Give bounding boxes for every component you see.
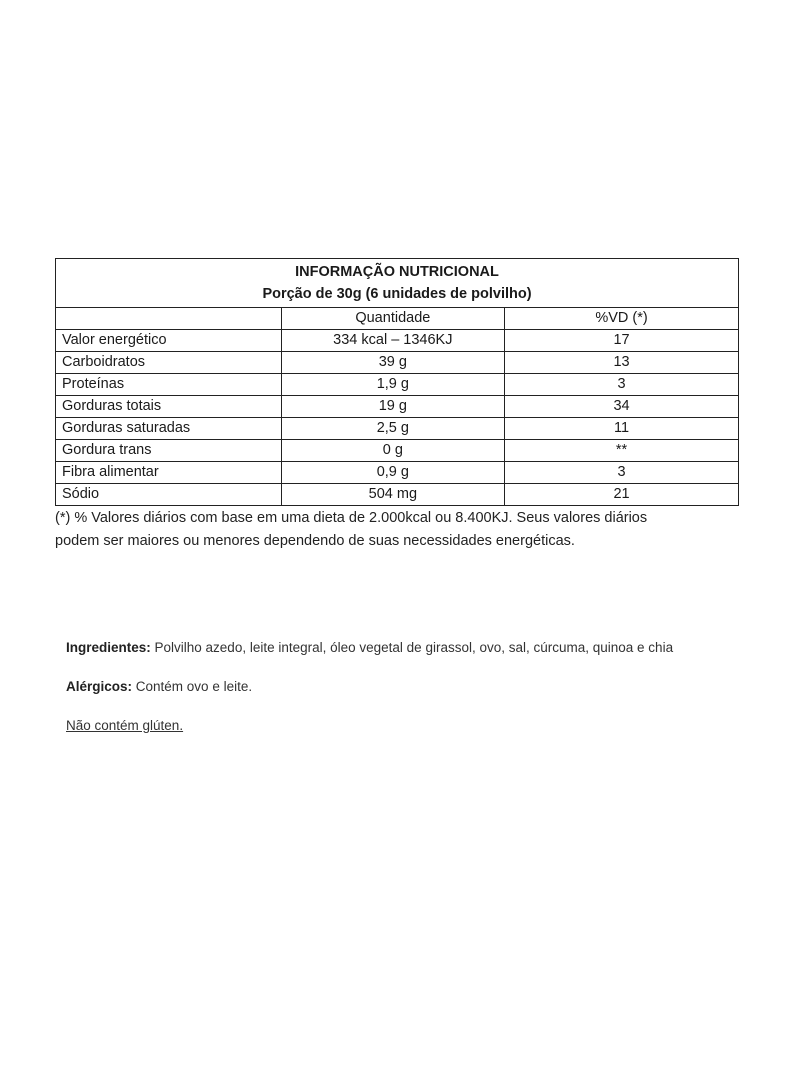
nutrient-daily-value: 17 bbox=[505, 330, 739, 352]
table-row bbox=[56, 462, 739, 484]
nutrition-facts bbox=[55, 258, 739, 553]
nutrient-daily-value: 3 bbox=[505, 374, 739, 396]
table-row bbox=[56, 330, 739, 352]
allergens-text: Contém ovo e leite. bbox=[132, 679, 253, 694]
footnote-line: podem ser maiores ou menores dependendo de suas necessidades energéticas. bbox=[55, 533, 575, 549]
nutrient-daily-value: ** bbox=[505, 440, 739, 462]
table-row bbox=[56, 396, 739, 418]
nutrient-quantity: 0,9 g bbox=[281, 462, 505, 484]
nutrient-quantity: 0 g bbox=[281, 440, 505, 462]
nutrient-name: Fibra alimentar bbox=[56, 462, 282, 484]
nutrient-quantity: 334 kcal – 1346KJ bbox=[281, 330, 505, 352]
portion-label: Porção de 30g (6 unidades de polvilho) bbox=[262, 286, 532, 302]
header-quantity: Quantidade bbox=[281, 308, 505, 330]
table-title: INFORMAÇÃO NUTRICIONAL bbox=[295, 264, 499, 280]
allergens-line bbox=[66, 676, 756, 698]
nutrient-daily-value: 11 bbox=[505, 418, 739, 440]
nutrient-quantity: 39 g bbox=[281, 352, 505, 374]
nutrient-daily-value: 13 bbox=[505, 352, 739, 374]
ingredients-line bbox=[66, 637, 756, 659]
nutrient-daily-value: 3 bbox=[505, 462, 739, 484]
nutrient-name: Sódio bbox=[56, 484, 282, 506]
footnote-line: (*) % Valores diários com base em uma dieta de 2.000kcal ou 8.400KJ. Seus valores diários bbox=[55, 510, 648, 526]
ingredients-label: Ingredientes: bbox=[66, 640, 151, 655]
ingredients-text: Polvilho azedo, leite integral, óleo vegetal de girassol, ovo, sal, cúrcuma, quinoa e chia bbox=[150, 640, 674, 655]
table-row bbox=[56, 440, 739, 462]
nutrient-name: Gorduras saturadas bbox=[56, 418, 282, 440]
nutrient-name: Gorduras totais bbox=[56, 396, 282, 418]
nutrient-quantity: 2,5 g bbox=[281, 418, 505, 440]
table-row bbox=[56, 352, 739, 374]
nutrient-name: Carboidratos bbox=[56, 352, 282, 374]
table-header-row bbox=[56, 308, 739, 330]
nutrient-daily-value: 34 bbox=[505, 396, 739, 418]
table-title-cell bbox=[56, 259, 739, 308]
nutrition-table bbox=[55, 258, 739, 506]
product-info bbox=[66, 637, 756, 737]
table-row bbox=[56, 374, 739, 396]
allergens-label: Alérgicos: bbox=[66, 679, 133, 694]
nutrient-quantity: 1,9 g bbox=[281, 374, 505, 396]
table-title-row bbox=[56, 259, 739, 308]
nutrient-quantity: 19 g bbox=[281, 396, 505, 418]
daily-value-footnote bbox=[55, 507, 739, 553]
gluten-free-notice: Não contém glúten. bbox=[66, 718, 184, 733]
nutrient-name: Valor energético bbox=[56, 330, 282, 352]
nutrient-name: Proteínas bbox=[56, 374, 282, 396]
table-row bbox=[56, 418, 739, 440]
nutrient-quantity: 504 mg bbox=[281, 484, 505, 506]
header-nutrient bbox=[56, 308, 282, 330]
nutrient-daily-value: 21 bbox=[505, 484, 739, 506]
nutrient-name: Gordura trans bbox=[56, 440, 282, 462]
table-row bbox=[56, 484, 739, 506]
header-daily-value: %VD (*) bbox=[505, 308, 739, 330]
